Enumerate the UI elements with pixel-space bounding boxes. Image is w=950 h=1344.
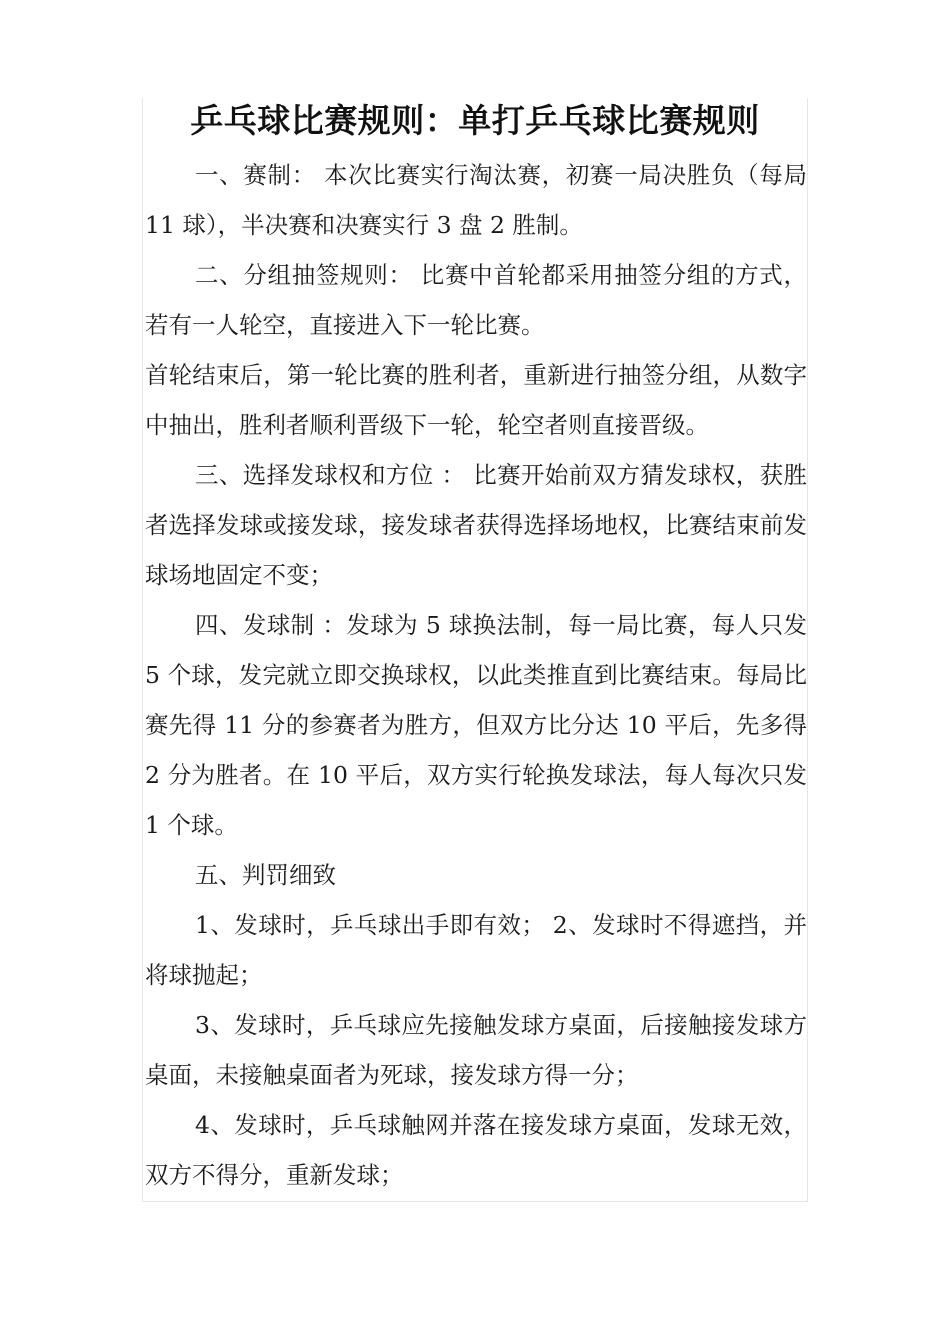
paragraph-format: 一、赛制： 本次比赛实行淘汰赛，初赛一局决胜负（每局 11 球），半决赛和决赛实行 3 盘 2 胜制。: [145, 161, 807, 239]
paragraph-rule-3: 3、发球时，乒乓球应先接触发球方桌面，后接触接发球方桌面，未接触桌面者为死球，接发球方得一分；: [145, 1011, 807, 1089]
paragraph-first-round: 首轮结束后，第一轮比赛的胜利者，重新进行抽签分组，从数字中抽出，胜利者顺利晋级下一轮，轮空者则直接晋级。: [145, 361, 807, 439]
paragraph-draw-rules: 二、分组抽签规则： 比赛中首轮都采用抽签分组的方式，若有一人轮空，直接进入下一轮比赛。: [145, 261, 807, 339]
paragraph-rule-1-2: 1、发球时，乒乓球出手即有效； 2、发球时不得遮挡，并将球抛起；: [145, 911, 807, 989]
paragraph-penalty-heading: 五、判罚细致: [195, 861, 336, 889]
document-body: [145, 150, 807, 1200]
paragraph-serve-choice: 三、选择发球权和方位 ： 比赛开始前双方猜发球权，获胜者选择发球或接发球，接发球者获得选择场地权，比赛结束前发球场地固定不变；: [145, 461, 807, 589]
paragraph-rule-4: 4、发球时，乒乓球触网并落在接发球方桌面，发球无效，双方不得分，重新发球；: [145, 1111, 807, 1189]
paragraph-serve-system: 四、发球制 ：发球为 5 球换法制，每一局比赛，每人只发 5 个球，发完就立即交换球权，以此类推直到比赛结束。每局比赛先得 11 分的参赛者为胜方，但双方比分达 10 平后，先多得 2 分为胜者。在 10 平后，双方实行轮换发球法，每人每次只发 1 个球。: [145, 611, 807, 839]
document-title: 乒乓球比赛规则：单打乒乓球比赛规则: [190, 101, 760, 140]
